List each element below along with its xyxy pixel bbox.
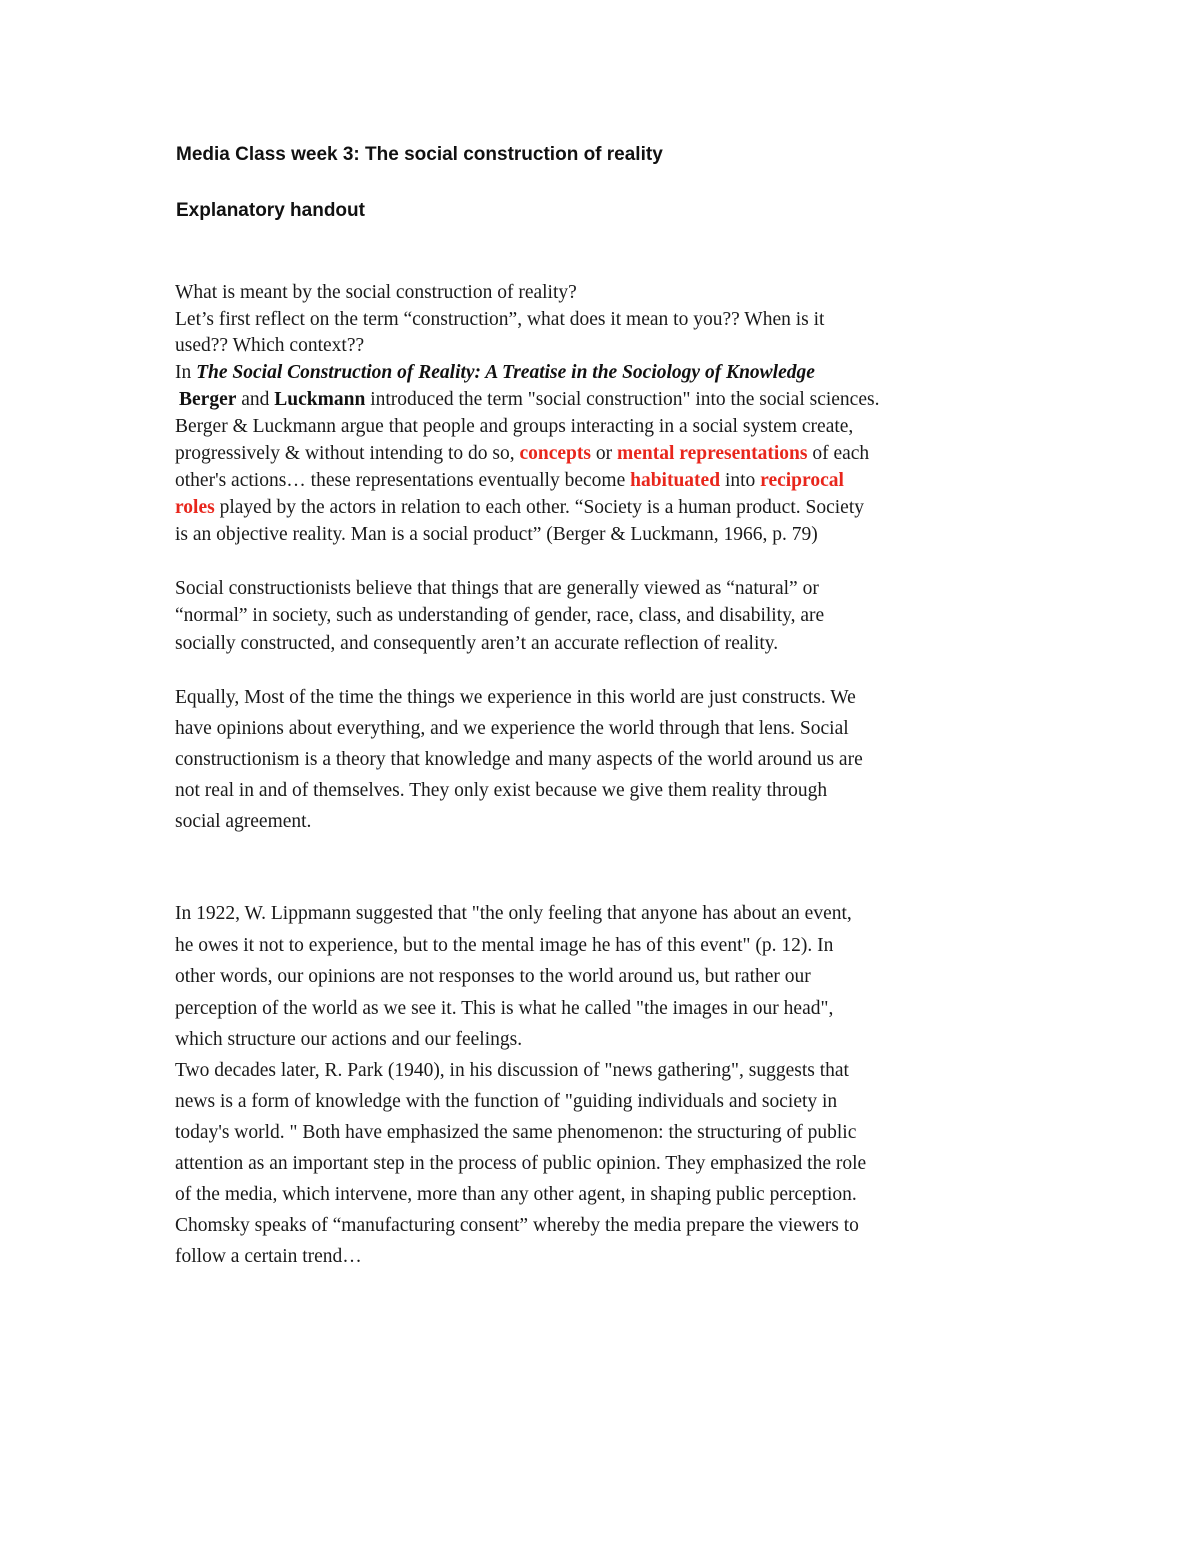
text-line: Equally, Most of the time the things we experience in this world are just constructs. We <box>175 687 856 708</box>
text-line: Social constructionists believe that things that are generally viewed as “natural” or <box>175 578 819 599</box>
text-fragment: played by the actors in relation to each other. “Society is a human product. Society <box>214 497 864 518</box>
text-line: news is a form of knowledge with the function of "guiding individuals and society in <box>175 1091 838 1112</box>
text-line: perception of the world as we see it. This is what he called "the images in our head", <box>175 998 834 1019</box>
text-line: Berger & Luckmann argue that people and groups interacting in a social system create, <box>175 416 854 437</box>
text-line: attention as an important step in the process of public opinion. They emphasized the role <box>175 1153 867 1174</box>
text-line: today's world. " Both have emphasized the same phenomenon: the structuring of public <box>175 1122 857 1143</box>
text-line: which structure our actions and our feelings. <box>175 1029 523 1050</box>
text-line <box>179 388 879 412</box>
text-line: is an objective reality. Man is a social product” (Berger & Luckmann, 1966, p. 79) <box>175 524 818 545</box>
text-line: of the media, which intervene, more than any other agent, in shaping public perception. <box>175 1184 857 1205</box>
text-line: he owes it not to experience, but to the mental image he has of this event" (p. 12). In <box>175 935 834 956</box>
text-line: have opinions about everything, and we experience the world through that lens. Social <box>175 718 849 739</box>
highlight-mental-representations: mental representations <box>616 443 808 464</box>
document-subtitle: Explanatory handout <box>176 200 365 221</box>
highlight-concepts: concepts <box>519 443 591 464</box>
author-luckmann: Luckmann <box>274 389 366 410</box>
text-fragment: In <box>175 362 197 383</box>
text-line <box>175 442 869 466</box>
text-line: socially constructed, and consequently aren’t an accurate reflection of reality. <box>175 633 779 654</box>
text-fragment: or <box>590 443 617 464</box>
text-line: Two decades later, R. Park (1940), in his discussion of "news gathering", suggests that <box>175 1060 849 1081</box>
text-line: constructionism is a theory that knowledge and many aspects of the world around us are <box>175 749 863 770</box>
author-berger: Berger <box>179 389 237 410</box>
highlight-reciprocal: reciprocal <box>760 470 844 491</box>
text-line: social agreement. <box>175 811 312 832</box>
text-fragment: other's actions… these representations eventually become <box>175 470 631 491</box>
document-title: Media Class week 3: The social construction of reality <box>176 144 663 165</box>
text-line: follow a certain trend… <box>175 1246 362 1267</box>
text-line: not real in and of themselves. They only exist because we give them reality through <box>175 780 828 801</box>
text-fragment: progressively & without intending to do so, <box>175 443 520 464</box>
text-fragment: introduced the term "social construction" into the social sciences. <box>365 389 880 410</box>
text-fragment: into <box>720 470 761 491</box>
text-line <box>175 496 864 520</box>
highlight-roles: roles <box>175 497 215 518</box>
text-line: In 1922, W. Lippmann suggested that "the only feeling that anyone has about an event, <box>175 903 852 924</box>
text-fragment: and <box>236 389 275 410</box>
text-line <box>175 361 815 385</box>
text-fragment: of each <box>807 443 870 464</box>
text-line: What is meant by the social construction of reality? <box>175 282 577 303</box>
highlight-habituated: habituated <box>630 470 721 491</box>
text-line: Chomsky speaks of “manufacturing consent” whereby the media prepare the viewers to <box>175 1215 859 1236</box>
text-line: Let’s first reflect on the term “construction”, what does it mean to you?? When is it <box>175 309 825 330</box>
text-line: other words, our opinions are not responses to the world around us, but rather our <box>175 966 811 987</box>
text-line: used?? Which context?? <box>175 335 365 356</box>
text-line <box>175 469 844 493</box>
book-title: The Social Construction of Reality: A Treatise in the Sociology of Knowledge <box>196 362 815 383</box>
text-line: “normal” in society, such as understanding of gender, race, class, and disability, are <box>175 605 825 626</box>
